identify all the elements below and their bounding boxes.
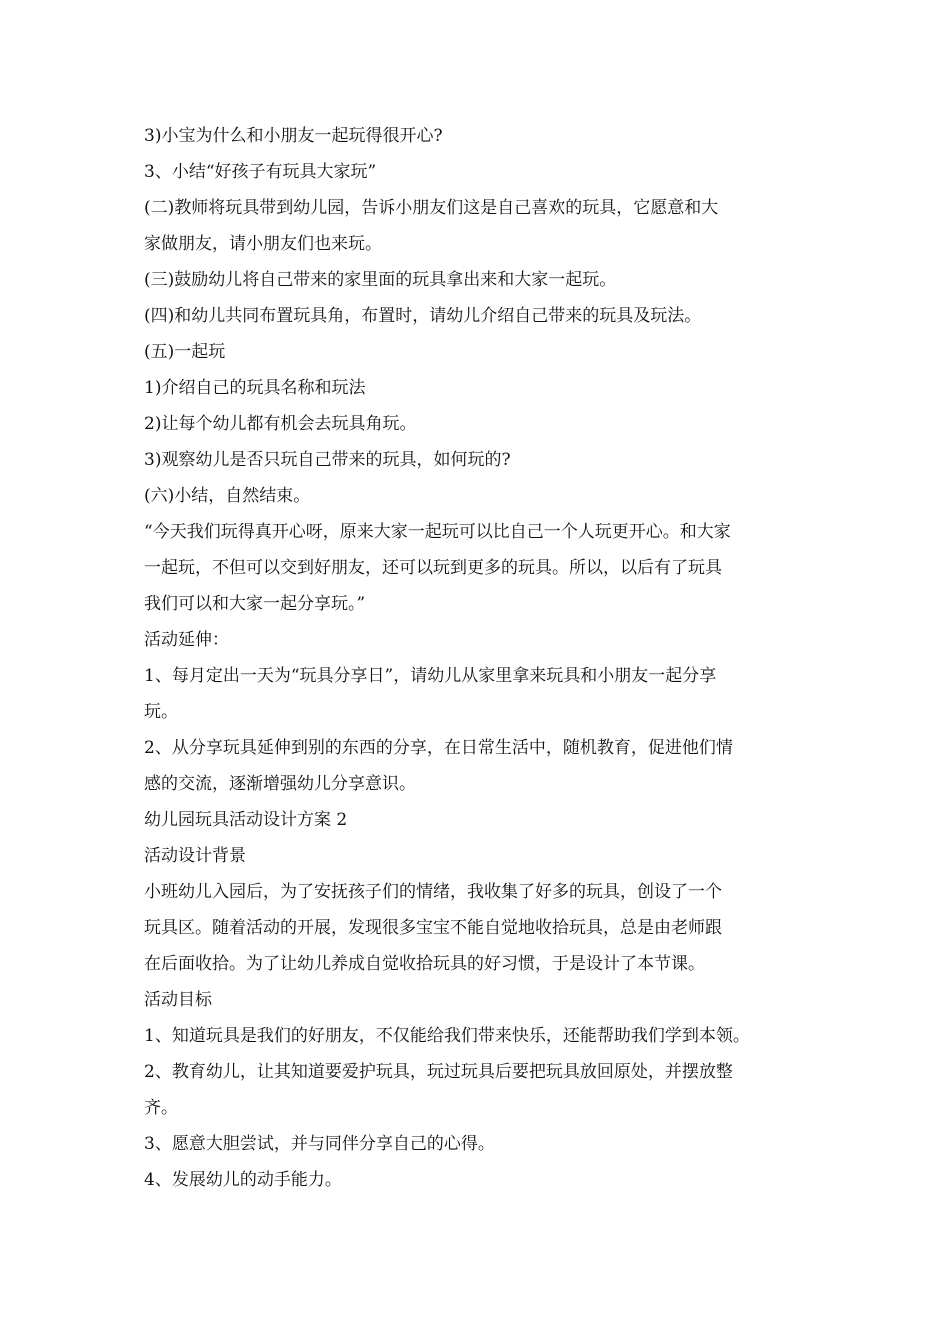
text-line: 小班幼儿入园后，为了安抚孩子们的情绪，我收集了好多的玩具，创设了一个 — [144, 882, 722, 902]
text-line: “今天我们玩得真开心呀，原来大家一起玩可以比自己一个人玩更开心。和大家 — [144, 522, 731, 542]
document-body — [144, 118, 824, 1198]
text-line: 3)小宝为什么和小朋友一起玩得很开心? — [144, 126, 443, 146]
text-line: (三)鼓励幼儿将自己带来的家里面的玩具拿出来和大家一起玩。 — [144, 270, 617, 290]
text-line: (二)教师将玩具带到幼儿园，告诉小朋友们这是自己喜欢的玩具，它愿意和大 — [144, 198, 719, 218]
text-line: 3、愿意大胆尝试，并与同伴分享自己的心得。 — [144, 1134, 495, 1154]
section-heading: 活动延伸： — [144, 630, 229, 650]
text-line: 2)让每个幼儿都有机会去玩具角玩。 — [144, 414, 417, 434]
text-line: 4、发展幼儿的动手能力。 — [144, 1170, 342, 1190]
section-heading: (五)一起玩 — [144, 342, 226, 362]
text-line: 1)介绍自己的玩具名称和玩法 — [144, 378, 366, 398]
text-line: 在后面收拾。为了让幼儿养成自觉收拾玩具的好习惯，于是设计了本节课。 — [144, 954, 705, 974]
section-heading: 活动目标 — [144, 990, 212, 1010]
text-line: 一起玩，不但可以交到好朋友，还可以玩到更多的玩具。所以，以后有了玩具 — [144, 558, 722, 578]
text-line: (六)小结，自然结束。 — [144, 486, 311, 506]
text-line: 玩。 — [144, 702, 178, 722]
text-line: 我们可以和大家一起分享玩。” — [144, 594, 366, 614]
text-line: 玩具区。随着活动的开展，发现很多宝宝不能自觉地收拾玩具，总是由老师跟 — [144, 918, 722, 938]
text-line: 齐。 — [144, 1098, 178, 1118]
text-line: 3)观察幼儿是否只玩自己带来的玩具，如何玩的? — [144, 450, 511, 470]
text-line: (四)和幼儿共同布置玩具角，布置时，请幼儿介绍自己带来的玩具及玩法。 — [144, 306, 702, 326]
text-line: 2、从分享玩具延伸到别的东西的分享，在日常生活中，随机教育，促进他们情 — [144, 738, 733, 758]
text-line: 3、小结“好孩子有玩具大家玩” — [144, 162, 377, 182]
text-line: 1、知道玩具是我们的好朋友，不仅能给我们带来快乐，还能帮助我们学到本领。 — [144, 1026, 750, 1046]
section-heading: 幼儿园玩具活动设计方案 2 — [144, 810, 348, 830]
text-line: 2、教育幼儿，让其知道要爱护玩具，玩过玩具后要把玩具放回原处，并摆放整 — [144, 1062, 733, 1082]
section-heading: 活动设计背景 — [144, 846, 246, 866]
text-line: 1、每月定出一天为“玩具分享日”，请幼儿从家里拿来玩具和小朋友一起分享 — [144, 666, 717, 686]
text-line: 感的交流，逐渐增强幼儿分享意识。 — [144, 774, 416, 794]
text-line: 家做朋友，请小朋友们也来玩。 — [144, 234, 382, 254]
